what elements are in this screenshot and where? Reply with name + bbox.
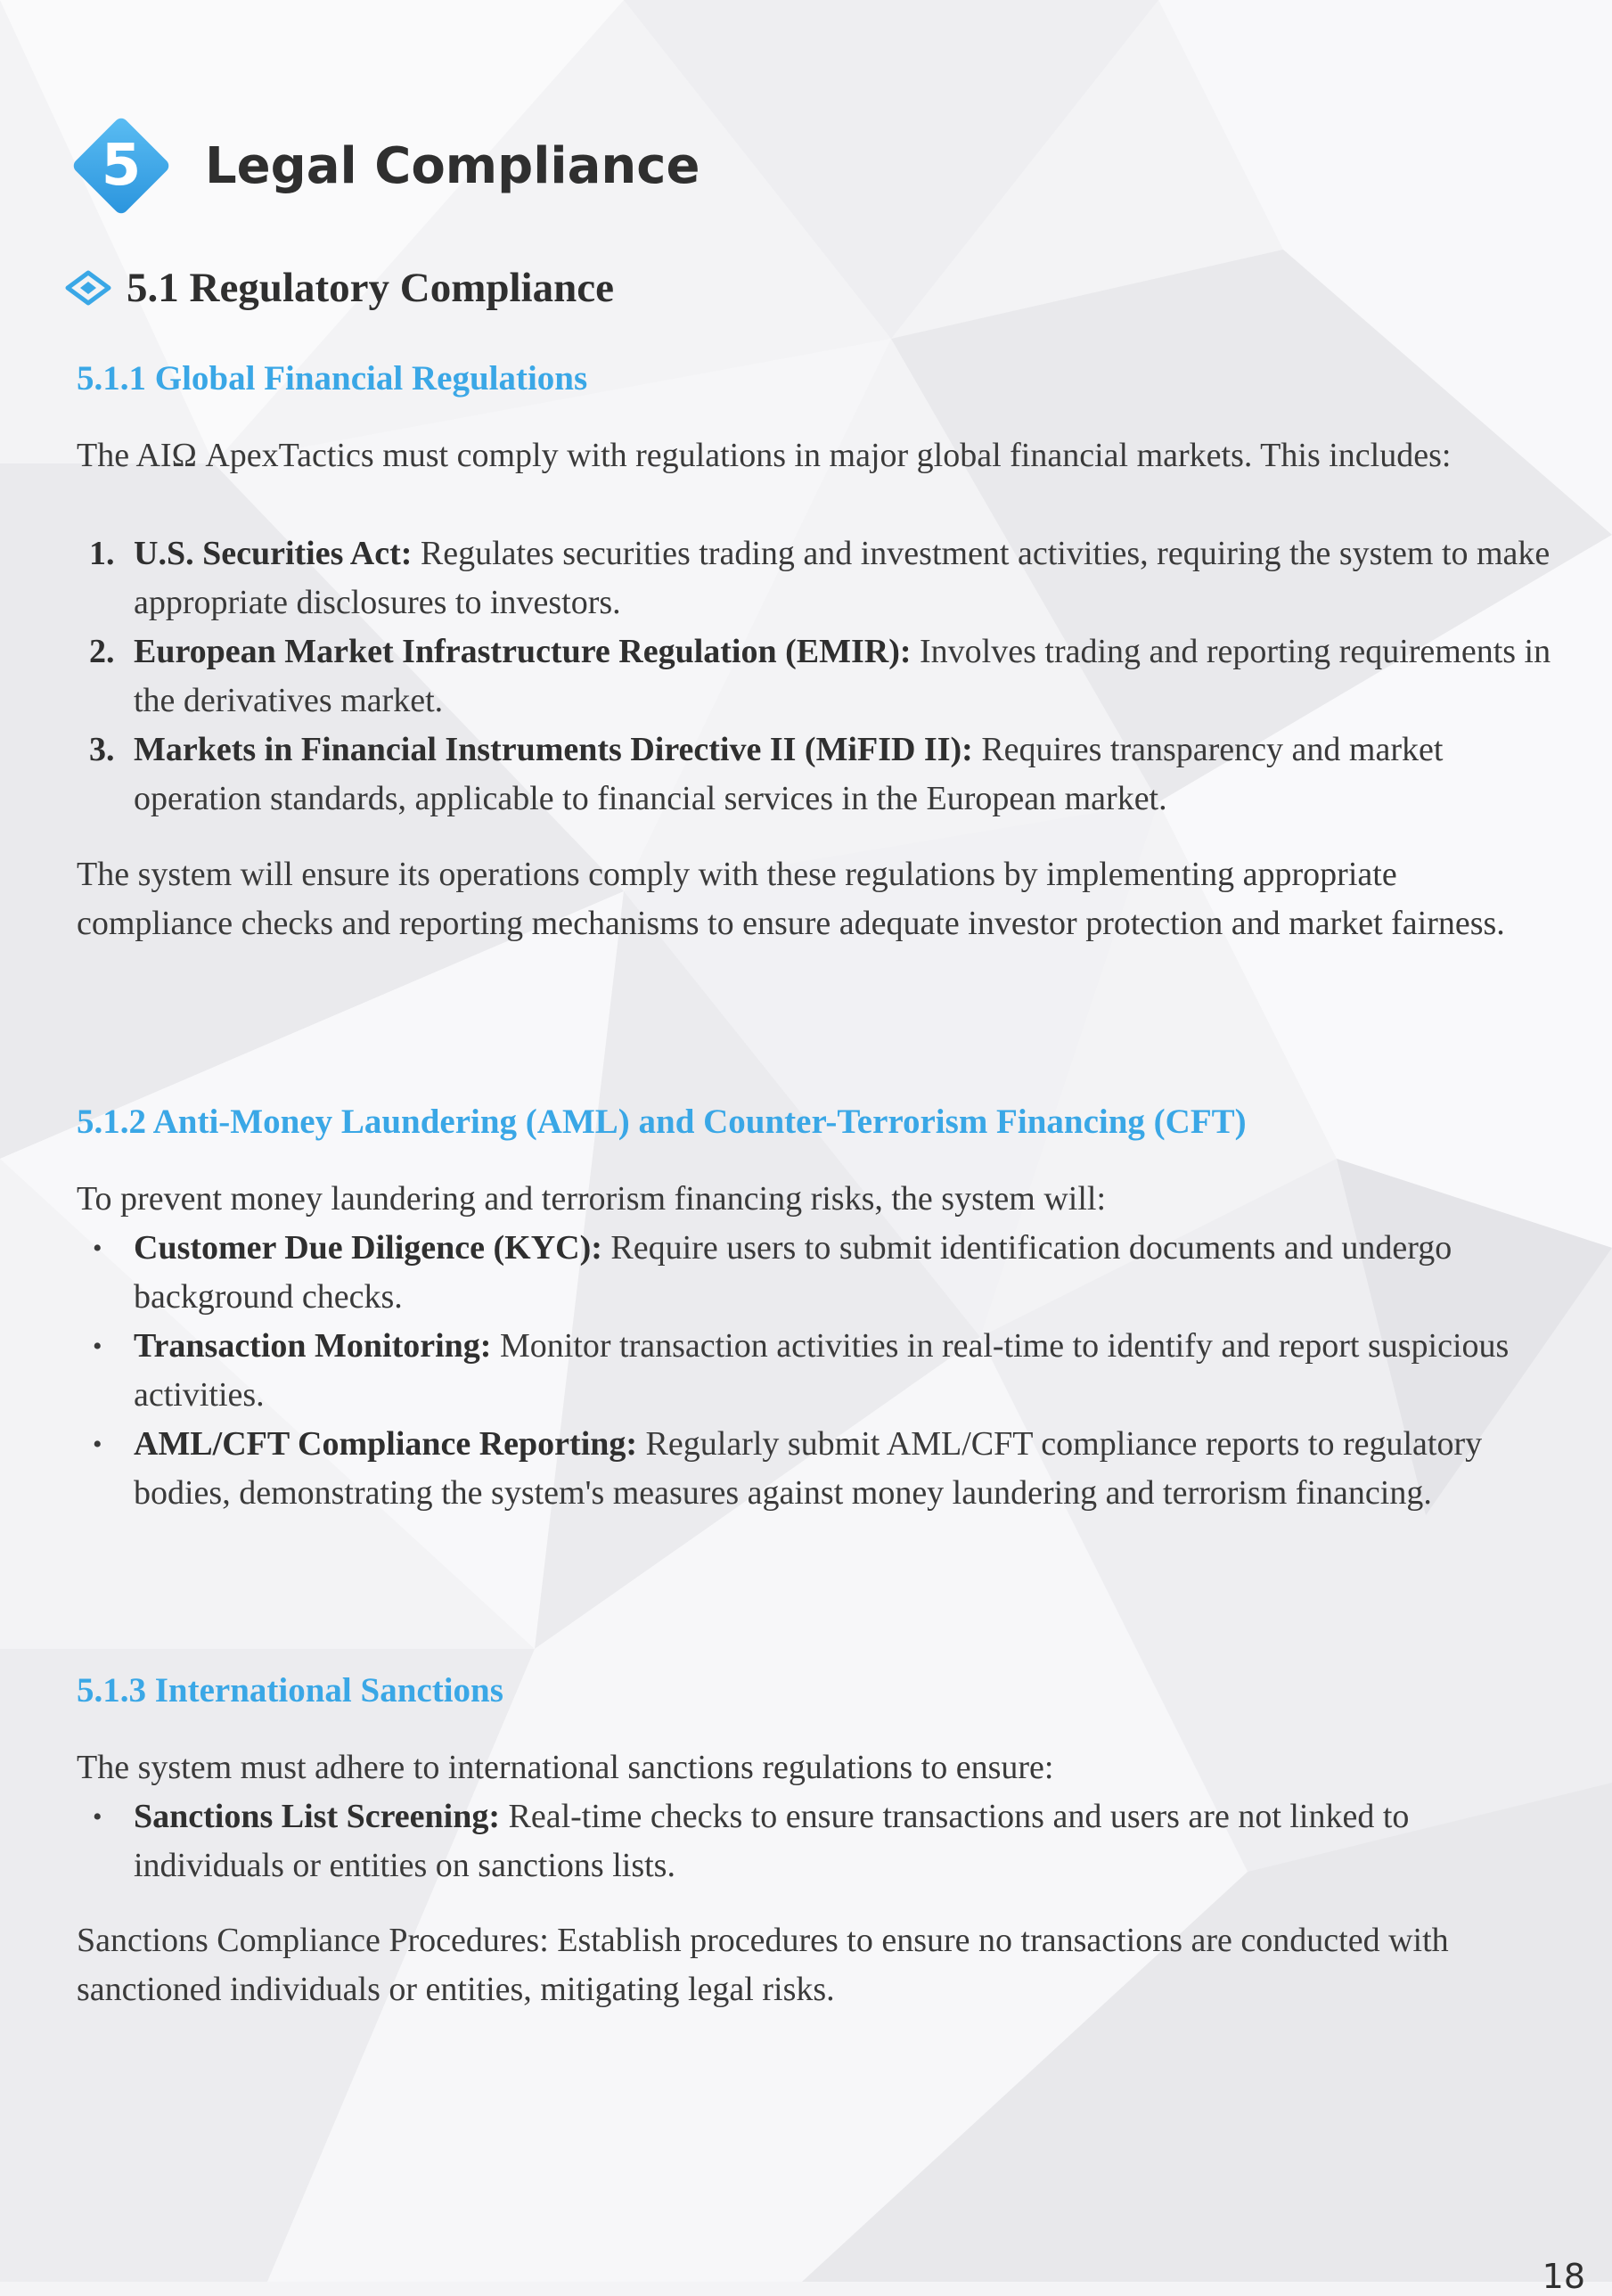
list-item-term: Transaction Monitoring: <box>134 1327 492 1365</box>
list-item-text: Require users to submit identification documents and undergo background checks. <box>134 1229 1452 1316</box>
list-marker: 3. <box>89 731 115 768</box>
list-item-text: Real-time checks to ensure transactions and users are not linked to individuals or entities on sanctions lists. <box>134 1798 1410 1884</box>
page-number: 18 <box>1542 2257 1585 2296</box>
subsection-closing: The system will ensure its operations comply with these regulations by implementing appropriate compliance checks and reporting mechanisms to ensure adequate investor protection and market fairness. <box>77 856 1505 942</box>
subsection-heading-sanctions: 5.1.3 International Sanctions <box>77 1671 503 1710</box>
subsection-heading-global-regulations: 5.1.1 Global Financial Regulations <box>77 359 588 398</box>
list-item <box>77 1322 1556 1420</box>
list-item-text: Involves trading and reporting requirements in the derivatives market. <box>134 633 1551 719</box>
list-item <box>77 529 1556 627</box>
chapter-title: Legal Compliance <box>205 136 700 195</box>
list-item-term: AML/CFT Compliance Reporting: <box>134 1425 638 1463</box>
bullet-icon: • <box>93 1234 102 1263</box>
subsection-closing: Sanctions Compliance Procedures: Establish procedures to ensure no transactions are conducted with sanctioned individuals or entities, mitigating legal risks. <box>77 1922 1449 2008</box>
subsection-intro: To prevent money laundering and terrorism financing risks, the system will: <box>77 1180 1107 1218</box>
list-item-term: Markets in Financial Instruments Directive II (MiFID II): <box>134 731 973 768</box>
diamond-gem-icon <box>64 270 112 306</box>
list-item-text: Requires transparency and market operation standards, applicable to financial services in the European market. <box>134 731 1444 817</box>
chapter-number: 5 <box>101 133 142 199</box>
list-item-text: Monitor transaction activities in real-time to identify and report suspicious activities. <box>134 1327 1510 1414</box>
regulations-list <box>77 529 1556 824</box>
subsection-intro: The AIΩ ApexTactics must comply with regulations in major global financial markets. This includes: <box>77 437 1452 474</box>
list-item <box>77 1792 1556 1890</box>
list-item-term: U.S. Securities Act: <box>134 535 413 572</box>
aml-measures-list <box>77 1224 1556 1518</box>
list-marker: 1. <box>89 535 115 572</box>
list-item <box>77 726 1556 824</box>
list-item <box>77 1224 1556 1322</box>
chapter-header <box>59 103 700 228</box>
section-heading <box>64 264 614 312</box>
list-item-term: European Market Infrastructure Regulation (EMIR): <box>134 633 912 670</box>
bullet-icon: • <box>93 1332 102 1361</box>
list-item <box>77 1420 1556 1518</box>
list-marker: 2. <box>89 633 115 670</box>
chapter-badge <box>59 103 184 228</box>
list-item-term: Customer Due Diligence (KYC): <box>134 1229 602 1267</box>
list-item-term: Sanctions List Screening: <box>134 1798 501 1835</box>
list-item-text: Regulates securities trading and investment activities, requiring the system to make appropriate disclosures to investors. <box>134 535 1551 621</box>
list-item <box>77 627 1556 726</box>
sanctions-list <box>77 1792 1556 1890</box>
subsection-intro: The system must adhere to international sanctions regulations to ensure: <box>77 1749 1054 1786</box>
subsection-heading-aml-cft: 5.1.2 Anti-Money Laundering (AML) and Counter-Terrorism Financing (CFT) <box>77 1103 1247 1141</box>
bullet-icon: • <box>93 1802 102 1832</box>
section-title: 5.1 Regulatory Compliance <box>127 265 614 311</box>
bullet-icon: • <box>93 1430 102 1459</box>
list-item-text: Regularly submit AML/CFT compliance reports to regulatory bodies, demonstrating the system's measures against money laundering and terrorism financing. <box>134 1425 1483 1512</box>
